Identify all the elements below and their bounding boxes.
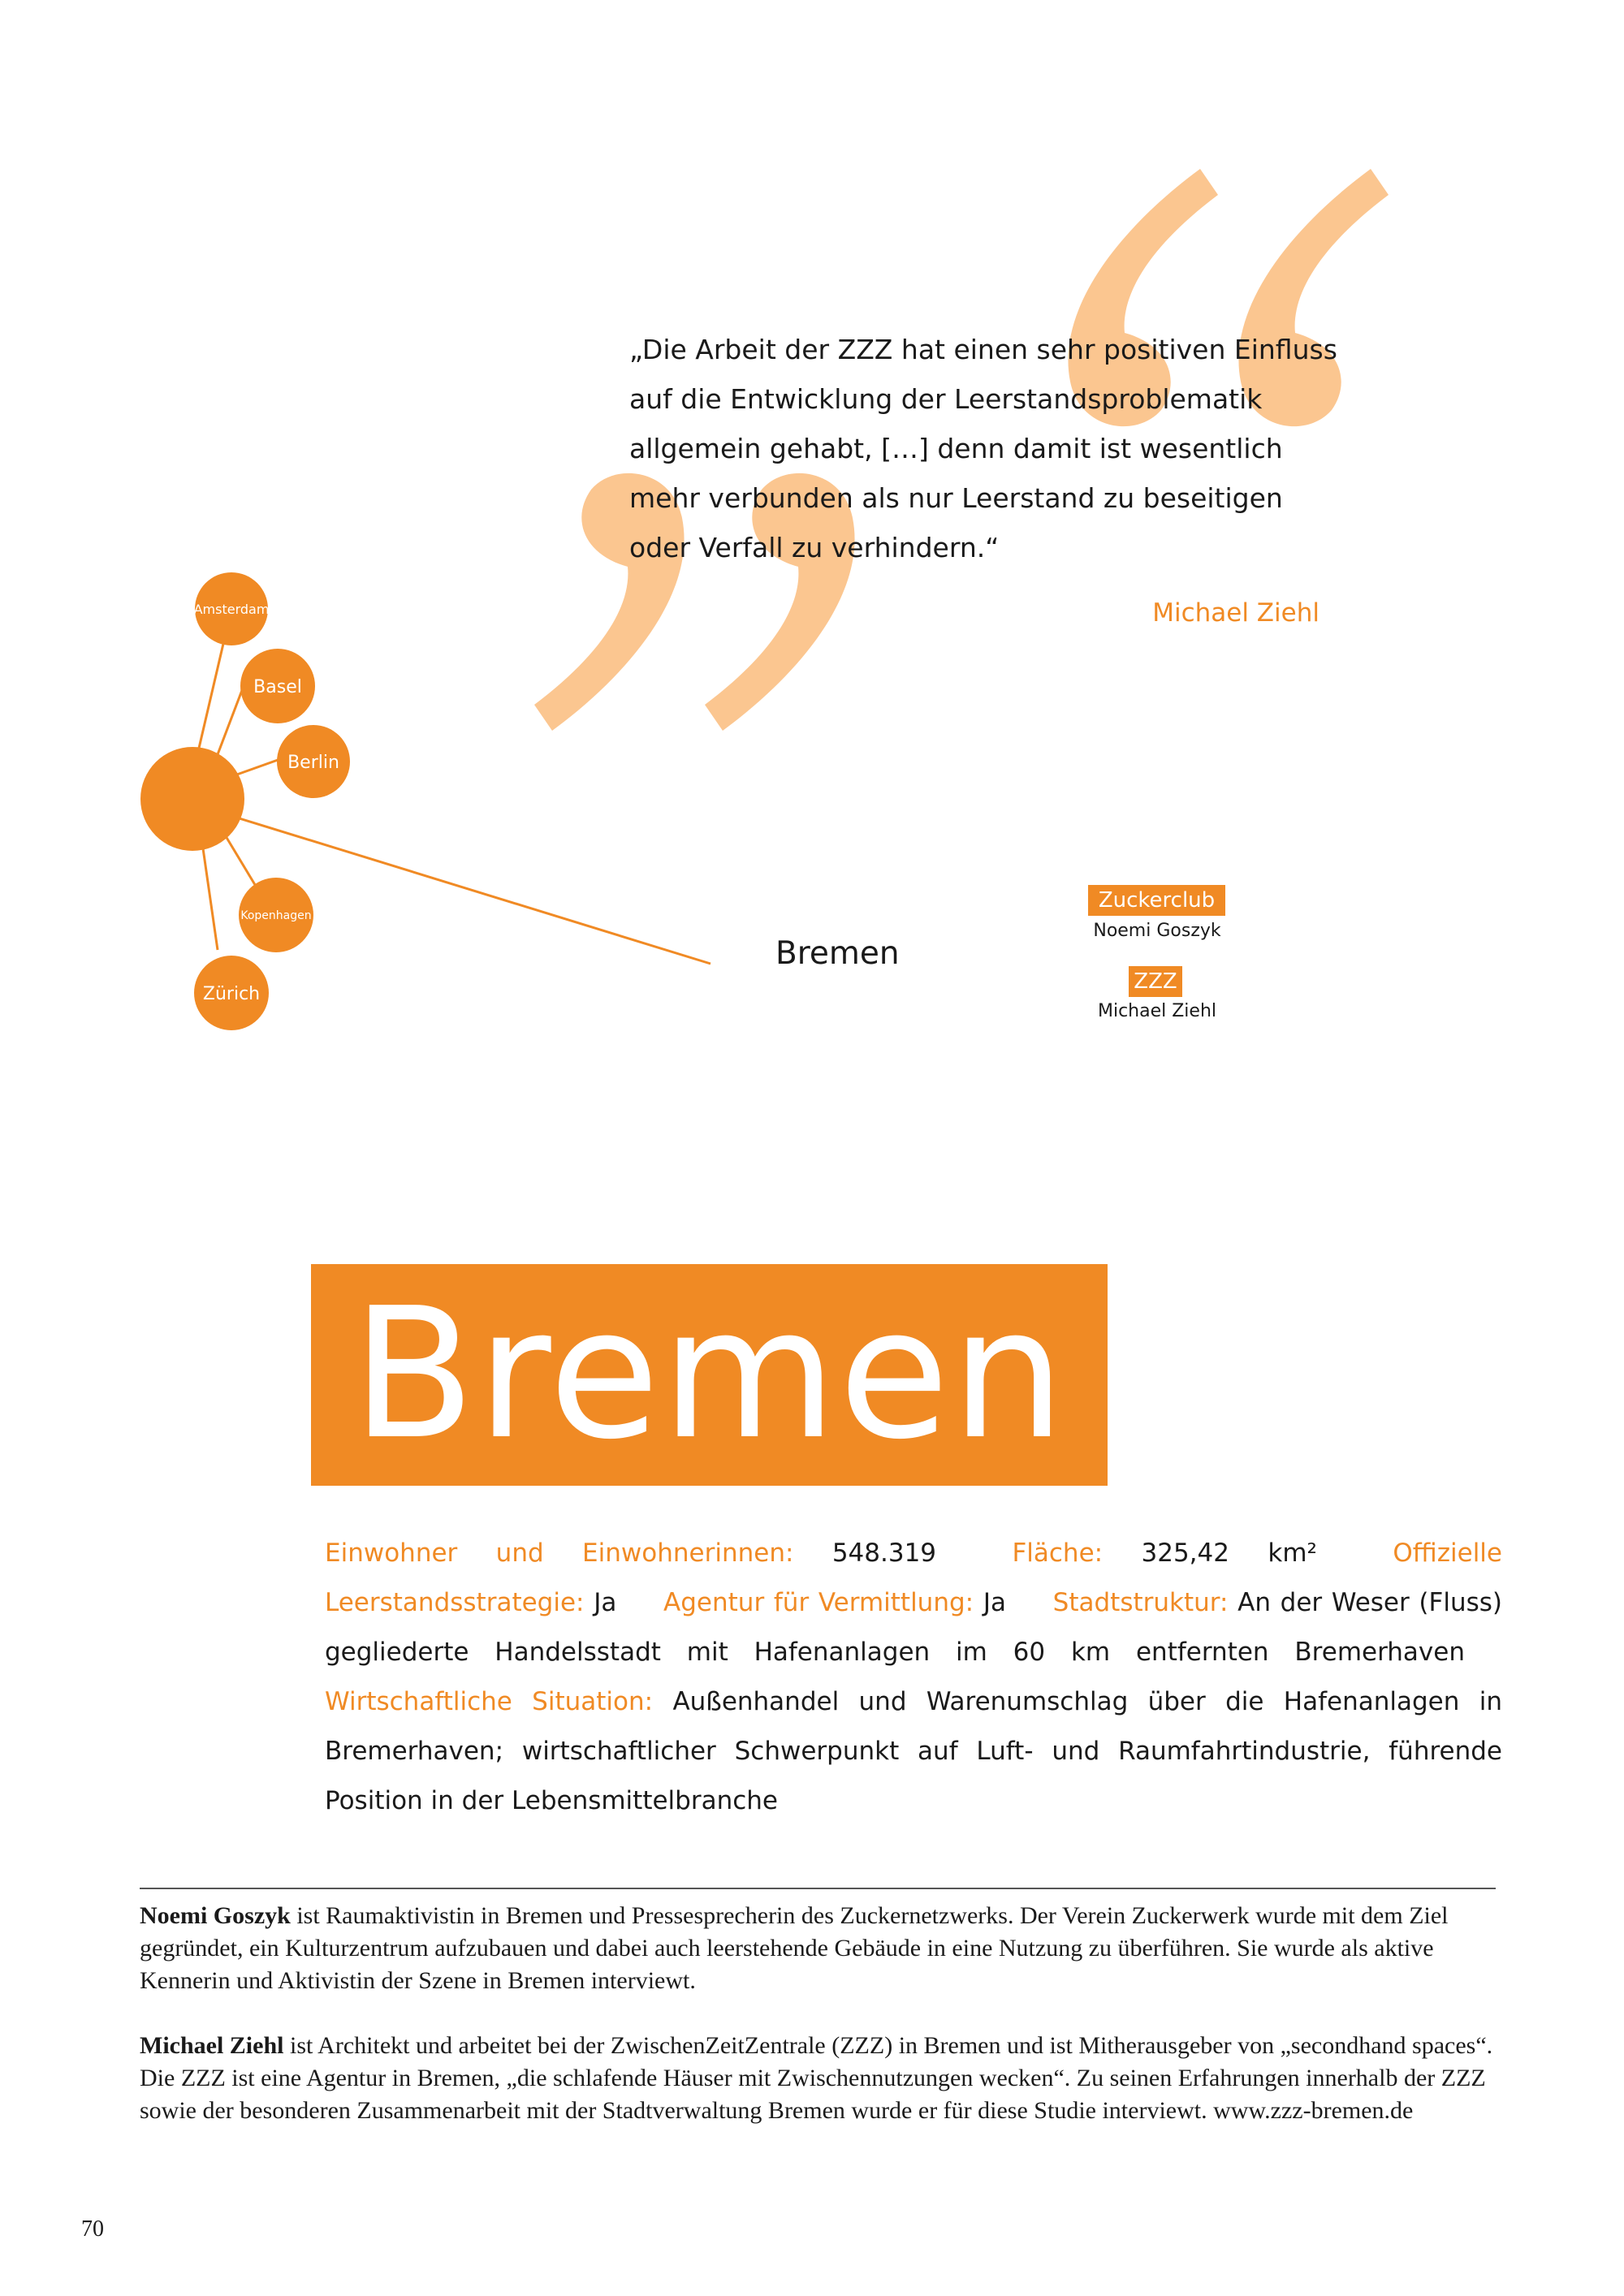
badge-zuckerclub: Zuckerclub [1088, 885, 1225, 916]
bio-noemi-goszyk [140, 1900, 1496, 1997]
city-node-basel [240, 649, 315, 723]
bio-text: ist Architekt und arbeitet bei der ZwischenZeitZentrale (ZZZ) in Bremen und ist Mitherausgeber von „secondhand spaces“. Die ZZZ ist eine Agentur in Bremen, „die schlafende Häuser mit Zwischennutzungen wecken“. Zu seinen Erfahrungen innerhalb der ZZZ sowie der besonderen Zusammenarbeit mit der Stadtverwaltung Bremen wurde er für diese Studie interviewt. www.zzz-bremen.de [140, 2032, 1493, 2124]
residents-label: Einwohner und Einwohnerinnen: [325, 1539, 794, 1568]
badge-zzz: ZZZ [1129, 966, 1182, 997]
quote-text: „Die Arbeit der ZZZ hat einen sehr positiven Einfluss auf die Entwicklung der Leerstandsproblematik allgemein gehabt, […] denn damit ist wesentlich mehr verbunden als nur Leerstand zu beseitigen oder Verfall zu verhindern.“ [629, 334, 1337, 563]
city-node-kopenhagen [239, 878, 313, 952]
residents-value: 548.319 [831, 1539, 937, 1568]
city-label-berlin: Berlin [287, 753, 339, 773]
bio-michael-ziehl [140, 2030, 1496, 2127]
city-label-zuerich: Zürich [202, 984, 261, 1004]
fact-sheet [325, 1529, 1502, 1826]
badge-person-noemi: Noemi Goszyk [1093, 921, 1221, 941]
strategy-value: Ja [594, 1588, 617, 1617]
city-node-amsterdam [194, 572, 270, 645]
agency-value: Ja [983, 1588, 1006, 1617]
bio-text: ist Raumaktivistin in Bremen und Pressesprecherin des Zuckernetzwerks. Der Verein Zuckerwerk wurde mit dem Ziel gegründet, ein Kulturzentrum aufzubauen und dabei auch leerstehende Gebäude in eine Nutzung zu überführen. Sie wurde als aktive Kennerin und Aktivistin der Szene in Bremen interviewt. [140, 1902, 1449, 1994]
city-node-berlin [277, 725, 350, 798]
city-node-zuerich [194, 956, 269, 1030]
area-label: Fläche: [1012, 1539, 1104, 1568]
city-label-amsterdam: Amsterdam [193, 602, 270, 617]
agency-label: Agentur für Vermittlung: [663, 1588, 974, 1617]
selected-city-label: Bremen [775, 935, 900, 972]
quote-author: Michael Ziehl [1152, 598, 1320, 628]
area-value: 325,42 km² [1141, 1539, 1317, 1568]
city-label-basel: Basel [253, 677, 302, 697]
page-title: Bremen [352, 1270, 1067, 1479]
city-label-kopenhagen: Kopenhagen [240, 909, 312, 922]
bio-name: Michael Ziehl [140, 2032, 284, 2059]
divider [140, 1888, 1496, 1889]
economy-label: Wirtschaftliche Situation: [325, 1687, 654, 1716]
page-number: 70 [81, 2216, 104, 2242]
hub-node [140, 747, 244, 851]
city-network-diagram [0, 528, 893, 1055]
badge-person-michael: Michael Ziehl [1097, 1001, 1217, 1021]
structure-label: Stadtstruktur: [1052, 1588, 1229, 1617]
economy-value: Außenhandel und Warenumschlag über die Hafenanlagen in Bremerhaven; wirtschaftlicher Schwerpunkt auf Luft- und Raumfahrtindustrie, führende Position in der Lebensmittelbranche [325, 1687, 1502, 1815]
structure-value: An der Weser (Fluss) gegliederte Handelsstadt mit Hafenanlagen im 60 km entfernten Bremerhaven [325, 1588, 1503, 1667]
strategy-label: Offizielle Leerstandsstrategie: [325, 1539, 1502, 1617]
bio-name: Noemi Goszyk [140, 1902, 291, 1929]
